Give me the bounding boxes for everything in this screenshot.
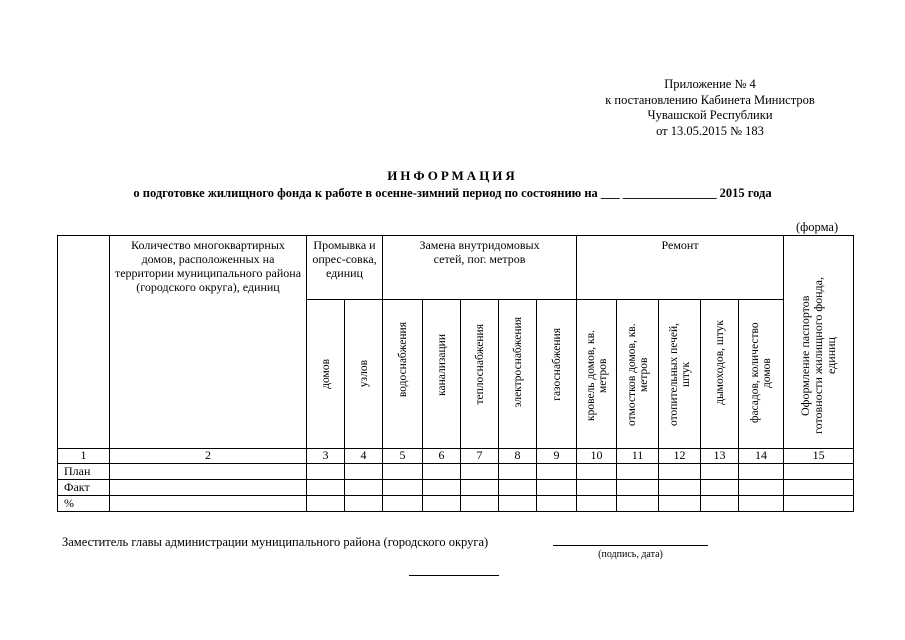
appendix-line-1: Приложение № 4 bbox=[664, 77, 756, 91]
header-col-9: газоснабжения bbox=[550, 328, 563, 401]
column-number: 13 bbox=[701, 449, 739, 464]
column-number: 2 bbox=[110, 449, 307, 464]
column-number-row bbox=[58, 449, 854, 464]
table-cell bbox=[423, 464, 461, 480]
header-col-12-cell bbox=[659, 300, 701, 449]
header-col-7-cell bbox=[461, 300, 499, 449]
table-cell bbox=[345, 496, 383, 512]
header-col-14: фасадов, количество домов bbox=[749, 322, 774, 424]
table-cell bbox=[739, 480, 784, 496]
header-col-13-cell bbox=[701, 300, 739, 449]
table-cell bbox=[537, 496, 577, 512]
table-cell bbox=[784, 464, 854, 480]
table-cell bbox=[701, 496, 739, 512]
table-cell bbox=[307, 464, 345, 480]
table-cell bbox=[617, 480, 659, 496]
header-col-8-cell bbox=[499, 300, 537, 449]
table-cell bbox=[739, 496, 784, 512]
table-cell bbox=[110, 464, 307, 480]
header-col-11: отмостков домов, кв. метров bbox=[625, 323, 650, 426]
header-col-12: отопительных печей, штук bbox=[667, 322, 692, 427]
appendix-block bbox=[560, 77, 860, 139]
header-col-10-cell bbox=[577, 300, 617, 449]
table-cell bbox=[617, 464, 659, 480]
column-number: 4 bbox=[345, 449, 383, 464]
table-cell bbox=[110, 480, 307, 496]
row-label-percent: % bbox=[58, 496, 110, 512]
table-cell bbox=[659, 496, 701, 512]
table-cell bbox=[307, 496, 345, 512]
column-number: 14 bbox=[739, 449, 784, 464]
table-cell bbox=[499, 464, 537, 480]
column-number: 3 bbox=[307, 449, 345, 464]
header-group-flushing: Промывка и опрес-совка, единиц bbox=[307, 236, 383, 300]
table-cell bbox=[345, 464, 383, 480]
table-cell bbox=[423, 480, 461, 496]
header-col-6: канализации bbox=[435, 334, 448, 396]
header-col-4: узлов bbox=[357, 360, 370, 388]
table-cell bbox=[307, 480, 345, 496]
table-cell bbox=[659, 464, 701, 480]
header-col-4-cell bbox=[345, 300, 383, 449]
signature-text: Заместитель главы администрации муниципального района (городского округа) bbox=[62, 535, 489, 549]
table-row-fact bbox=[58, 480, 854, 496]
table-cell bbox=[499, 480, 537, 496]
signature-caption: (подпись, дата) bbox=[598, 549, 663, 560]
table-cell bbox=[461, 496, 499, 512]
header-col-3-cell bbox=[307, 300, 345, 449]
appendix-line-4: от 13.05.2015 № 183 bbox=[656, 123, 764, 138]
column-number: 7 bbox=[461, 449, 499, 464]
document-subtitle: о подготовке жилищного фонда к работе в осенне-зимний период по состоянию на ___ _______________ 2015 года bbox=[133, 186, 772, 200]
table-cell bbox=[110, 496, 307, 512]
appendix-line-2: к постановлению Кабинета Министров bbox=[605, 92, 815, 107]
table-cell bbox=[383, 496, 423, 512]
header-col-5: водоснабжения bbox=[396, 322, 409, 398]
table-cell bbox=[537, 464, 577, 480]
table-cell bbox=[701, 480, 739, 496]
header-empty-cell bbox=[58, 236, 110, 449]
header-col-6-cell bbox=[423, 300, 461, 449]
table-cell bbox=[577, 480, 617, 496]
document-title: ИНФОРМАЦИЯ bbox=[387, 168, 518, 183]
header-col-14-cell bbox=[739, 300, 784, 449]
column-number: 9 bbox=[537, 449, 577, 464]
header-col-11-cell bbox=[617, 300, 659, 449]
column-number: 15 bbox=[784, 449, 854, 464]
header-col-8: электроснабжения bbox=[511, 317, 524, 408]
column-number: 10 bbox=[577, 449, 617, 464]
table-cell bbox=[383, 480, 423, 496]
table-cell bbox=[784, 480, 854, 496]
header-col-13: дымоходов, штук bbox=[713, 320, 726, 405]
report-table bbox=[57, 235, 854, 512]
appendix-line-3: Чувашской Республики bbox=[647, 108, 773, 122]
signature-line bbox=[553, 545, 708, 546]
table-cell bbox=[461, 464, 499, 480]
table-row-percent bbox=[58, 496, 854, 512]
header-col-10: кровель домов, кв. метров bbox=[584, 330, 609, 422]
table-cell bbox=[383, 464, 423, 480]
table-cell bbox=[577, 496, 617, 512]
form-mark: (форма) bbox=[796, 220, 839, 234]
header-col-3: домов bbox=[319, 359, 332, 389]
column-number: 6 bbox=[423, 449, 461, 464]
column-number: 1 bbox=[58, 449, 110, 464]
header-group-repair: Ремонт bbox=[577, 236, 784, 300]
table-cell bbox=[537, 480, 577, 496]
table-cell bbox=[499, 496, 537, 512]
column-number: 12 bbox=[659, 449, 701, 464]
table-cell bbox=[577, 464, 617, 480]
header-passports-cell bbox=[784, 236, 854, 449]
row-label-plan: План bbox=[58, 464, 110, 480]
table-cell bbox=[659, 480, 701, 496]
table-cell bbox=[784, 496, 854, 512]
column-number: 5 bbox=[383, 449, 423, 464]
header-group-replacement: Замена внутридомовых сетей, пог. метров bbox=[383, 236, 577, 300]
header-passports: Оформление паспортов готовности жилищного фонда, единиц bbox=[798, 276, 839, 434]
table-cell bbox=[617, 496, 659, 512]
table-cell bbox=[461, 480, 499, 496]
column-number: 8 bbox=[499, 449, 537, 464]
header-col-7: теплоснабжения bbox=[473, 324, 486, 405]
row-label-fact: Факт bbox=[58, 480, 110, 496]
table-cell bbox=[345, 480, 383, 496]
table-cell bbox=[739, 464, 784, 480]
header-col-5-cell bbox=[383, 300, 423, 449]
bottom-line bbox=[409, 575, 499, 576]
table-cell bbox=[423, 496, 461, 512]
header-col-9-cell bbox=[537, 300, 577, 449]
header-house-count: Количество многоквартирных домов, расположенных на территории муниципального района (городского округа), единиц bbox=[110, 236, 307, 449]
table-cell bbox=[701, 464, 739, 480]
column-number: 11 bbox=[617, 449, 659, 464]
table-row-plan bbox=[58, 464, 854, 480]
